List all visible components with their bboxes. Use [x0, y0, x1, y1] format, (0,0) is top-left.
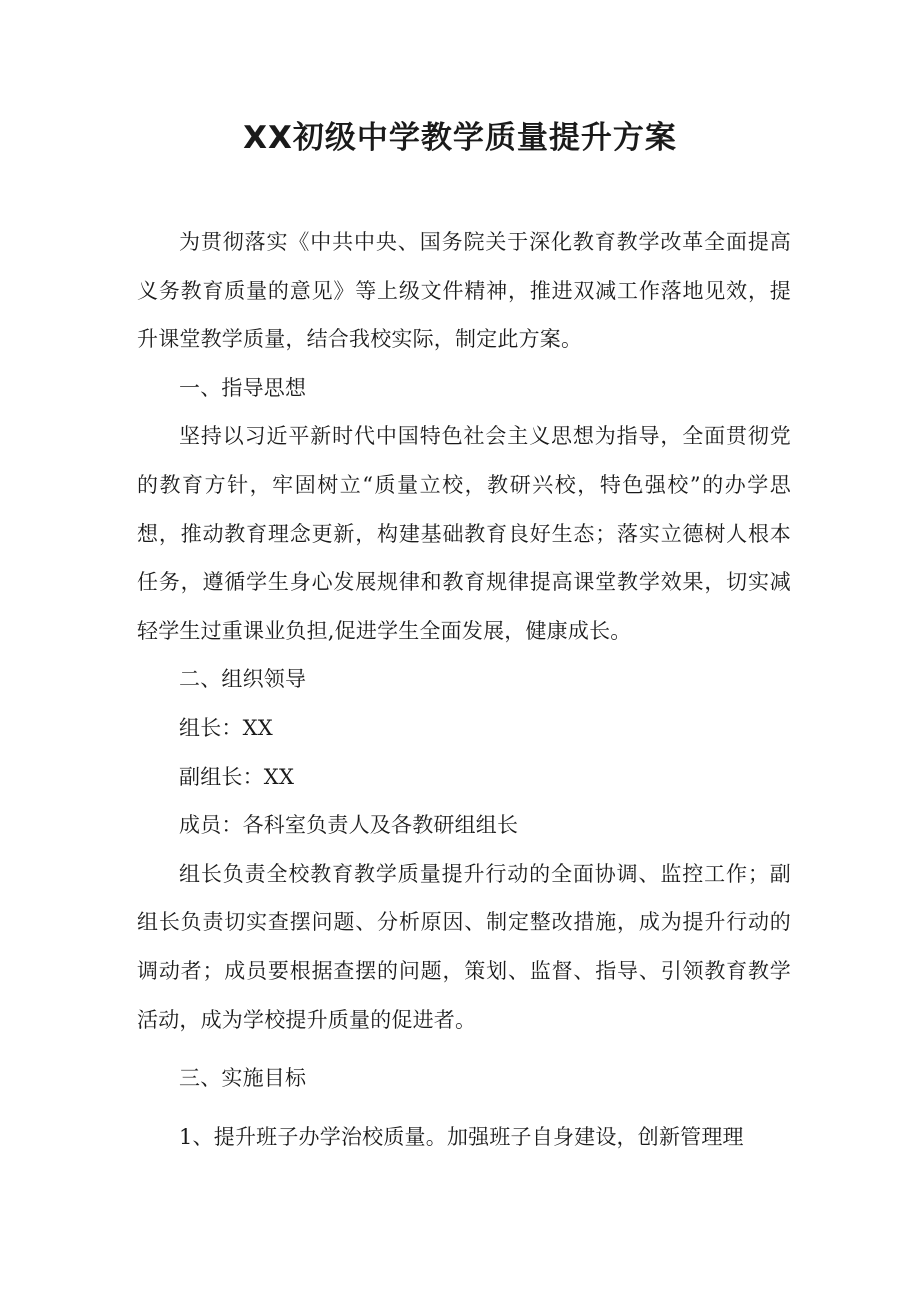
document-body: [137, 218, 791, 1161]
deputy-leader-line: 副组长：XX: [179, 764, 295, 789]
members-line: 成员：各科室负责人及各教研组组长: [179, 813, 519, 838]
guiding-ideology-paragraph: 坚持以习近平新时代中国特色社会主义思想为指导，全面贯彻党的教育方针，牢固树立“质量立校，教研兴校，特色强校”的办学思想，推动教育理念更新，构建基础教育良好生态；落实立德树人根本任务，遵循学生身心发展规律和教育规律提高课堂教学效果，切实减轻学生过重课业负担,促进学生全面发展，健康成长。: [137, 424, 791, 643]
goal-item-1: 1、提升班子办学治校质量。加强班子自身建设，创新管理理: [179, 1124, 744, 1149]
section-heading-goals: 三、实施目标: [179, 1066, 307, 1091]
leader-line: 组长：XX: [179, 715, 273, 740]
intro-paragraph: 为贯彻落实《中共中央、国务院关于深化教育教学改革全面提高义务教育质量的意见》等上级文件精神，推进双减工作落地见效，提升课堂教学质量，结合我校实际，制定此方案。: [137, 230, 791, 352]
responsibilities-paragraph: 组长负责全校教育教学质量提升行动的全面协调、监控工作；副组长负责切实查摆问题、分析原因、制定整改措施，成为提升行动的调动者；成员要根据查摆的问题，策划、监督、指导、引领教育教学活动，成为学校提升质量的促进者。: [137, 861, 791, 1032]
section-heading-guiding-ideology: 一、指导思想: [179, 375, 307, 400]
section-heading-organization: 二、组织领导: [179, 667, 307, 692]
document-title: XX初级中学教学质量提升方案: [243, 120, 677, 156]
